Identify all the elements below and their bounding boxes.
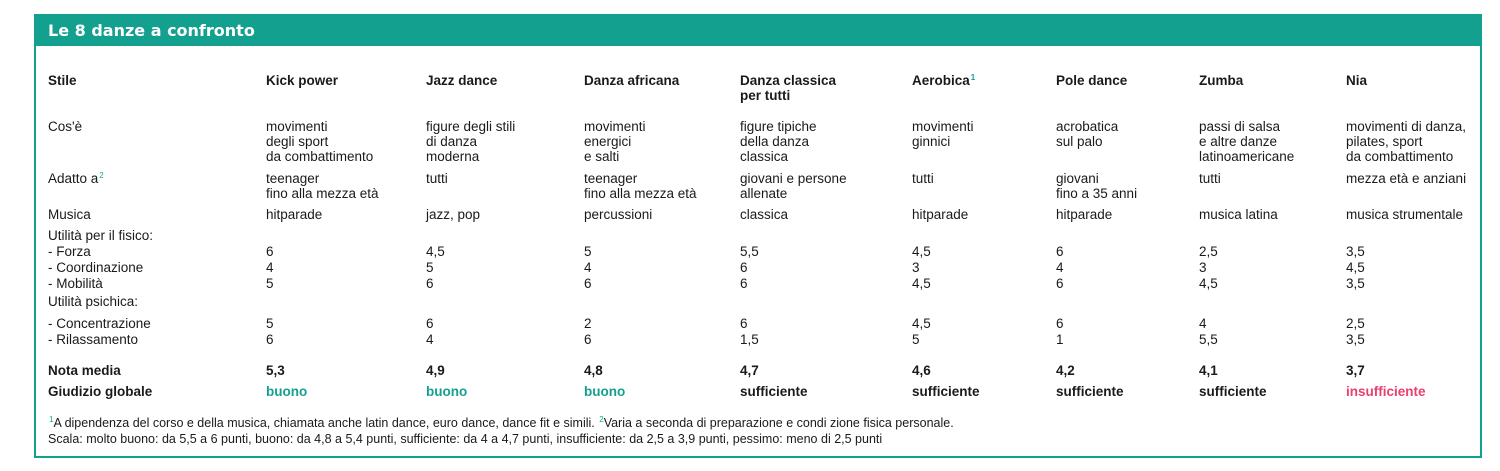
footnote-mark-2: 2 xyxy=(599,414,604,424)
table-title: Le 8 danze a confronto xyxy=(36,16,1480,46)
footnote-line-1 xyxy=(48,416,954,431)
header-pole-dance: Pole dance xyxy=(1056,73,1128,88)
row-label-psichica-sub: - Concentrazione - Rilassamento xyxy=(48,316,151,347)
header-aerobica-label: Aerobica xyxy=(912,73,970,88)
score-value: 5,3 xyxy=(266,363,285,378)
footnote-mark-1: 1 xyxy=(970,72,976,82)
verdict-badge: buono xyxy=(584,384,626,399)
table-cell: 2,5 3 4,5 xyxy=(1199,244,1218,291)
table-cell: 4,5 3 4,5 xyxy=(912,244,931,291)
footnote-text-1: A dipendenza del corso e della musica, chiamata anche latin dance, euro dance, dance fit e simili. xyxy=(53,416,599,430)
table-cell: passi di salsa e altre danze latinoamericane xyxy=(1199,119,1295,164)
verdict-badge: buono xyxy=(266,384,308,399)
row-label-musica: Musica xyxy=(48,207,91,222)
table-cell: giovani e persone allenate xyxy=(740,171,847,201)
score-value: 4,9 xyxy=(426,363,445,378)
table-cell: teenager fino alla mezza età xyxy=(584,171,697,201)
row-label-psichica: Utilità psichica: xyxy=(48,294,139,309)
table-cell: acrobatica sul palo xyxy=(1056,119,1119,149)
table-cell: 5,5 6 6 xyxy=(740,244,759,291)
table-cell: hitparade xyxy=(912,207,969,222)
table-cell: figure tipiche della danza classica xyxy=(740,119,817,164)
header-nia: Nia xyxy=(1346,73,1368,88)
table-cell: tutti xyxy=(426,171,448,186)
footnote-scale: Scala: molto buono: da 5,5 a 6 punti, buono: da 4,8 a 5,4 punti, sufficiente: da 4 a 4,7 punti, insufficiente: da 2,5 a 3,9 punti, pessimo: meno di 2,5 punti xyxy=(48,432,883,446)
verdict-badge: sufficiente xyxy=(740,384,808,399)
verdict-badge: insufficiente xyxy=(1346,384,1426,399)
score-value: 4,7 xyxy=(740,363,759,378)
row-label-adatto xyxy=(48,171,104,186)
table-cell: 2 6 xyxy=(584,316,592,347)
table-cell: 4,5 5 xyxy=(912,316,931,347)
table-cell: mezza età e anziani xyxy=(1346,171,1467,186)
table-cell: musica latina xyxy=(1199,207,1278,222)
row-label-nota-media: Nota media xyxy=(48,363,121,378)
verdict-badge: sufficiente xyxy=(912,384,980,399)
header-aerobica xyxy=(912,73,975,88)
table-cell: percussioni xyxy=(584,207,653,222)
score-value: 4,1 xyxy=(1199,363,1218,378)
table-cell: figure degli stili di danza moderna xyxy=(426,119,516,164)
header-jazz-dance: Jazz dance xyxy=(426,73,498,88)
table-cell: 6 4 5 xyxy=(266,244,274,291)
score-value: 4,6 xyxy=(912,363,931,378)
footnote-mark-1: 1 xyxy=(49,414,54,424)
row-label-giudizio: Giudizio globale xyxy=(48,384,153,399)
verdict-badge: buono xyxy=(426,384,468,399)
table-cell: movimenti di danza, pilates, sport da combattimento xyxy=(1346,119,1467,164)
table-cell: 4 5,5 xyxy=(1199,316,1218,347)
header-danza-classica: Danza classica per tutti xyxy=(740,73,837,103)
table-cell: classica xyxy=(740,207,789,222)
header-stile: Stile xyxy=(48,73,77,88)
table-cell: 6 4 6 xyxy=(1056,244,1064,291)
table-cell: 6 4 xyxy=(426,316,434,347)
footnote-text-2: Varia a seconda di preparazione e condi zione fisica personale. xyxy=(603,416,954,430)
table-cell: 6 1,5 xyxy=(740,316,759,347)
row-label-fisico: Utilità per il fisico: - Forza - Coordinazione - Mobilità xyxy=(48,228,154,291)
row-label-cose: Cos'è xyxy=(48,119,83,134)
table-cell: 4,5 5 6 xyxy=(426,244,445,291)
table-cell: teenager fino alla mezza età xyxy=(266,171,379,201)
table-cell: movimenti ginnici xyxy=(912,119,974,149)
table-cell: 3,5 4,5 3,5 xyxy=(1346,244,1365,291)
table-frame xyxy=(34,14,1482,458)
row-label-adatto-text: Adatto a xyxy=(48,171,99,186)
table-cell: movimenti degli sport da combattimento xyxy=(266,119,374,164)
table-cell: hitparade xyxy=(266,207,323,222)
score-value: 4,8 xyxy=(584,363,603,378)
header-zumba: Zumba xyxy=(1199,73,1244,88)
table-cell: hitparade xyxy=(1056,207,1113,222)
table-cell: jazz, pop xyxy=(426,207,481,222)
table-cell: 2,5 3,5 xyxy=(1346,316,1365,347)
table-cell: movimenti energici e salti xyxy=(584,119,646,164)
header-danza-africana: Danza africana xyxy=(584,73,680,88)
table-cell: tutti xyxy=(1199,171,1221,186)
table-cell: 5 6 xyxy=(266,316,274,347)
table-cell: 6 1 xyxy=(1056,316,1064,347)
verdict-badge: sufficiente xyxy=(1199,384,1267,399)
header-kick-power: Kick power xyxy=(266,73,339,88)
score-value: 4,2 xyxy=(1056,363,1075,378)
table-cell: musica strumentale xyxy=(1346,207,1464,222)
footnote-mark-2: 2 xyxy=(99,170,104,180)
table-cell: 5 4 6 xyxy=(584,244,592,291)
table-cell: tutti xyxy=(912,171,934,186)
score-value: 3,7 xyxy=(1346,363,1365,378)
verdict-badge: sufficiente xyxy=(1056,384,1124,399)
table-cell: giovani fino a 35 anni xyxy=(1056,171,1138,201)
